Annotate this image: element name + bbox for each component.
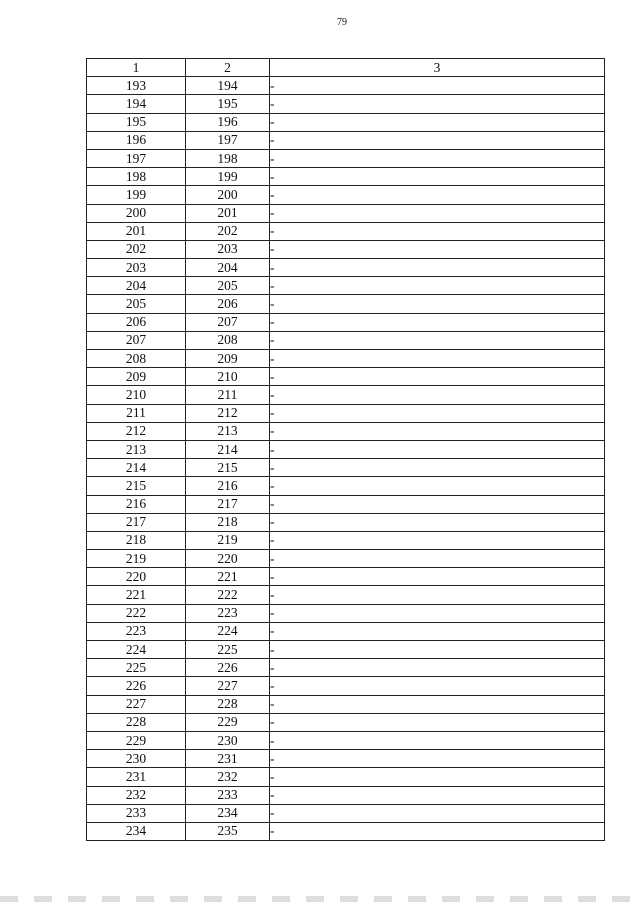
table-cell-col2: 214 [186, 440, 270, 458]
table-cell-col2: 202 [186, 222, 270, 240]
table-row [87, 822, 605, 840]
table-cell-col2: 199 [186, 168, 270, 186]
table-cell-col1: 203 [87, 259, 186, 277]
table-row [87, 331, 605, 349]
table-cell-col1: 229 [87, 731, 186, 749]
table-row [87, 768, 605, 786]
table-cell-col3: - [270, 531, 605, 549]
table-cell-col2: 204 [186, 259, 270, 277]
table-cell-col3: - [270, 677, 605, 695]
table-cell-col3: - [270, 186, 605, 204]
table-cell-col1: 213 [87, 440, 186, 458]
table-cell-col3: - [270, 222, 605, 240]
table-cell-col2: 226 [186, 659, 270, 677]
table-cell-col2: 227 [186, 677, 270, 695]
table-cell-col1: 217 [87, 513, 186, 531]
table-cell-col2: 216 [186, 477, 270, 495]
table-row [87, 168, 605, 186]
table-row [87, 77, 605, 95]
table-row [87, 641, 605, 659]
table-row [87, 495, 605, 513]
table-cell-col2: 203 [186, 240, 270, 258]
table-cell-col2: 225 [186, 641, 270, 659]
table-cell-col3: - [270, 459, 605, 477]
table-cell-col1: 193 [87, 77, 186, 95]
table-cell-col1: 198 [87, 168, 186, 186]
table-cell-col3: - [270, 259, 605, 277]
table-cell-col3: - [270, 113, 605, 131]
table-row [87, 604, 605, 622]
table-cell-col2: 206 [186, 295, 270, 313]
table-row [87, 477, 605, 495]
table-cell-col1: 230 [87, 750, 186, 768]
column-header-2: 2 [186, 59, 270, 77]
table-row [87, 750, 605, 768]
table-cell-col3: - [270, 368, 605, 386]
table-cell-col3: - [270, 586, 605, 604]
table-cell-col3: - [270, 768, 605, 786]
table-cell-col2: 229 [186, 713, 270, 731]
table-cell-col3: - [270, 804, 605, 822]
table-row [87, 677, 605, 695]
table-cell-col3: - [270, 550, 605, 568]
table-row [87, 113, 605, 131]
table-row [87, 695, 605, 713]
table-cell-col2: 210 [186, 368, 270, 386]
table-cell-col2: 224 [186, 622, 270, 640]
table-row [87, 622, 605, 640]
table-row [87, 350, 605, 368]
table-cell-col1: 209 [87, 368, 186, 386]
table-row [87, 440, 605, 458]
table-cell-col3: - [270, 277, 605, 295]
table-cell-col2: 219 [186, 531, 270, 549]
table-cell-col1: 202 [87, 240, 186, 258]
table-cell-col2: 222 [186, 586, 270, 604]
table-cell-col1: 196 [87, 131, 186, 149]
table-row [87, 149, 605, 167]
table-cell-col3: - [270, 604, 605, 622]
table-cell-col2: 201 [186, 204, 270, 222]
table-cell-col3: - [270, 440, 605, 458]
table-cell-col1: 227 [87, 695, 186, 713]
table-cell-col1: 233 [87, 804, 186, 822]
table-cell-col2: 218 [186, 513, 270, 531]
scan-artifact [0, 896, 640, 902]
table-row [87, 295, 605, 313]
table-cell-col2: 221 [186, 568, 270, 586]
table-row [87, 550, 605, 568]
table-cell-col3: - [270, 786, 605, 804]
table-row [87, 586, 605, 604]
table-cell-col2: 233 [186, 786, 270, 804]
table-cell-col3: - [270, 568, 605, 586]
table-cell-col1: 234 [87, 822, 186, 840]
table-row [87, 659, 605, 677]
table-cell-col3: - [270, 513, 605, 531]
table-cell-col1: 214 [87, 459, 186, 477]
table-cell-col3: - [270, 131, 605, 149]
table-cell-col1: 204 [87, 277, 186, 295]
table-header-row [87, 59, 605, 77]
table-cell-col3: - [270, 695, 605, 713]
table-row [87, 731, 605, 749]
table-cell-col1: 225 [87, 659, 186, 677]
table-cell-col1: 231 [87, 768, 186, 786]
table-cell-col3: - [270, 331, 605, 349]
table-cell-col3: - [270, 713, 605, 731]
table-cell-col2: 235 [186, 822, 270, 840]
table-row [87, 95, 605, 113]
table-cell-col1: 221 [87, 586, 186, 604]
table-cell-col1: 220 [87, 568, 186, 586]
table-row [87, 313, 605, 331]
table-cell-col3: - [270, 731, 605, 749]
table-cell-col1: 199 [87, 186, 186, 204]
table-cell-col2: 208 [186, 331, 270, 349]
table-cell-col3: - [270, 422, 605, 440]
table-cell-col2: 232 [186, 768, 270, 786]
table-cell-col2: 207 [186, 313, 270, 331]
table-cell-col2: 213 [186, 422, 270, 440]
table-cell-col3: - [270, 149, 605, 167]
table-cell-col2: 230 [186, 731, 270, 749]
table-cell-col3: - [270, 750, 605, 768]
table-row [87, 131, 605, 149]
table-cell-col2: 195 [186, 95, 270, 113]
table-cell-col3: - [270, 659, 605, 677]
table-cell-col1: 208 [87, 350, 186, 368]
table-row [87, 568, 605, 586]
table-row [87, 277, 605, 295]
table-row [87, 386, 605, 404]
table-cell-col2: 196 [186, 113, 270, 131]
table-cell-col2: 197 [186, 131, 270, 149]
table-row [87, 222, 605, 240]
column-header-1: 1 [87, 59, 186, 77]
table-cell-col1: 232 [87, 786, 186, 804]
table-cell-col3: - [270, 240, 605, 258]
table-cell-col3: - [270, 477, 605, 495]
table-row [87, 404, 605, 422]
table-cell-col1: 219 [87, 550, 186, 568]
table-cell-col1: 210 [87, 386, 186, 404]
table-row [87, 513, 605, 531]
table-row [87, 713, 605, 731]
table-cell-col2: 220 [186, 550, 270, 568]
table-cell-col3: - [270, 350, 605, 368]
table-cell-col3: - [270, 168, 605, 186]
table-row [87, 186, 605, 204]
table-cell-col3: - [270, 313, 605, 331]
table-cell-col2: 200 [186, 186, 270, 204]
table-row [87, 422, 605, 440]
table-cell-col1: 212 [87, 422, 186, 440]
table-row [87, 786, 605, 804]
table-row [87, 259, 605, 277]
table-cell-col2: 194 [186, 77, 270, 95]
table-cell-col3: - [270, 204, 605, 222]
table-cell-col1: 207 [87, 331, 186, 349]
table-row [87, 459, 605, 477]
table-cell-col1: 226 [87, 677, 186, 695]
table-cell-col1: 206 [87, 313, 186, 331]
table-cell-col1: 216 [87, 495, 186, 513]
table-row [87, 531, 605, 549]
table-cell-col1: 195 [87, 113, 186, 131]
table-row [87, 804, 605, 822]
table-cell-col3: - [270, 641, 605, 659]
table-cell-col3: - [270, 295, 605, 313]
table-row [87, 204, 605, 222]
table-cell-col3: - [270, 77, 605, 95]
table-cell-col3: - [270, 622, 605, 640]
table-cell-col1: 228 [87, 713, 186, 731]
table-cell-col1: 223 [87, 622, 186, 640]
table-cell-col2: 212 [186, 404, 270, 422]
table-cell-col2: 198 [186, 149, 270, 167]
column-header-3: 3 [270, 59, 605, 77]
table-cell-col1: 194 [87, 95, 186, 113]
table-cell-col2: 234 [186, 804, 270, 822]
table-cell-col2: 205 [186, 277, 270, 295]
table-cell-col3: - [270, 495, 605, 513]
table-cell-col3: - [270, 404, 605, 422]
table-cell-col1: 197 [87, 149, 186, 167]
table-cell-col2: 223 [186, 604, 270, 622]
table-cell-col1: 218 [87, 531, 186, 549]
data-table [86, 58, 605, 841]
table-cell-col2: 211 [186, 386, 270, 404]
table-cell-col1: 215 [87, 477, 186, 495]
table-cell-col2: 217 [186, 495, 270, 513]
table-cell-col2: 209 [186, 350, 270, 368]
table-cell-col1: 224 [87, 641, 186, 659]
table-cell-col3: - [270, 95, 605, 113]
table-cell-col2: 228 [186, 695, 270, 713]
table-cell-col1: 200 [87, 204, 186, 222]
table-cell-col3: - [270, 822, 605, 840]
table-cell-col2: 231 [186, 750, 270, 768]
table-cell-col1: 201 [87, 222, 186, 240]
table-row [87, 368, 605, 386]
table-cell-col2: 215 [186, 459, 270, 477]
page-number: 79 [337, 17, 347, 28]
table-cell-col1: 211 [87, 404, 186, 422]
table-cell-col1: 222 [87, 604, 186, 622]
table-cell-col1: 205 [87, 295, 186, 313]
table-row [87, 240, 605, 258]
table-cell-col3: - [270, 386, 605, 404]
